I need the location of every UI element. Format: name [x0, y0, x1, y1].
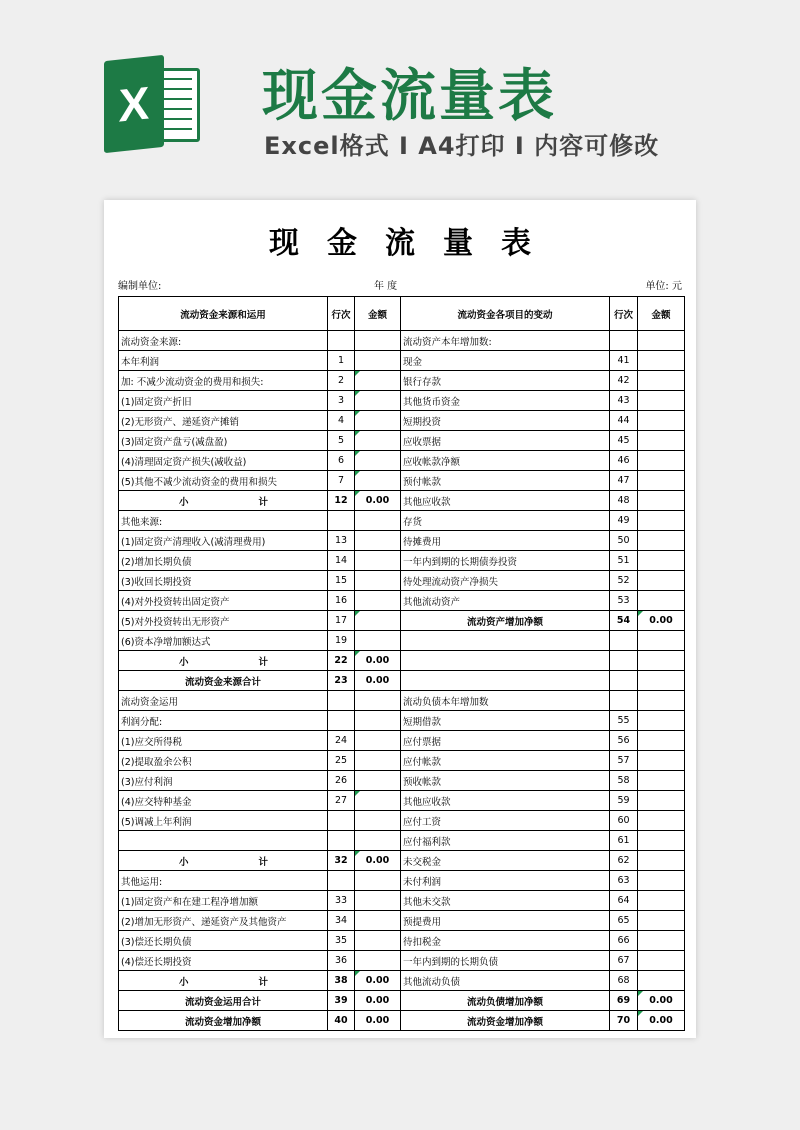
right-item-label: 未付利润: [401, 871, 610, 891]
document-title: 现金流量表: [269, 226, 559, 261]
left-amount: [355, 631, 401, 651]
left-amount: [355, 811, 401, 831]
left-item-label: (2)增加无形资产、递延资产及其他资产: [119, 911, 328, 931]
right-amount: [638, 471, 685, 491]
left-item-label: (5)其他不减少流动资金的费用和损失: [119, 471, 328, 491]
left-amount: [355, 451, 401, 471]
right-amount: [638, 431, 685, 451]
left-row-number: 16: [328, 591, 355, 611]
left-row-number: [328, 871, 355, 891]
left-row-number: 36: [328, 951, 355, 971]
left-subtotal-label: [119, 651, 328, 671]
left-item-label: 其他运用:: [119, 871, 328, 891]
table-row: [119, 531, 685, 551]
header-left-amount: 金额: [355, 297, 401, 331]
left-row-number: 23: [328, 671, 355, 691]
right-amount: [638, 411, 685, 431]
left-row-number: 6: [328, 451, 355, 471]
left-amount: [355, 831, 401, 851]
right-item-label: 预收帐款: [401, 771, 610, 791]
table-row: [119, 491, 685, 511]
right-row-number: 51: [610, 551, 638, 571]
right-row-number: 59: [610, 791, 638, 811]
left-amount: [355, 351, 401, 371]
right-amount: [638, 791, 685, 811]
right-amount: [638, 751, 685, 771]
left-row-number: [328, 831, 355, 851]
subtotal-char-a: 小: [179, 496, 189, 508]
right-row-number: 49: [610, 511, 638, 531]
right-row-number: 62: [610, 851, 638, 871]
right-row-number: 52: [610, 571, 638, 591]
left-item-label: (3)应付利润: [119, 771, 328, 791]
right-row-number: 43: [610, 391, 638, 411]
left-row-number: 15: [328, 571, 355, 591]
right-row-number: [610, 671, 638, 691]
table-row: [119, 771, 685, 791]
table-row: [119, 851, 685, 871]
right-row-number: 67: [610, 951, 638, 971]
right-item-label: 其他流动资产: [401, 591, 610, 611]
right-row-number: 61: [610, 831, 638, 851]
subtotal-char-a: 小: [179, 656, 189, 668]
right-amount: [638, 971, 685, 991]
right-row-number: 45: [610, 431, 638, 451]
left-amount: 0.00: [355, 671, 401, 691]
right-amount: [638, 491, 685, 511]
right-item-label: 一年内到期的长期债券投资: [401, 551, 610, 571]
right-item-label: 其他货币资金: [401, 391, 610, 411]
right-amount: [638, 951, 685, 971]
left-item-label: (2)无形资产、递延资产摊销: [119, 411, 328, 431]
left-item-label: 本年利润: [119, 351, 328, 371]
right-item-label: 应付福利款: [401, 831, 610, 851]
right-amount: [638, 691, 685, 711]
left-item-label: (4)应交特种基金: [119, 791, 328, 811]
right-item-label: 流动资产本年增加数:: [401, 331, 610, 351]
banner: [0, 0, 800, 195]
excel-logo-icon: [100, 58, 200, 150]
right-item-label: 预提费用: [401, 911, 610, 931]
table-row: [119, 371, 685, 391]
header-right-row: 行次: [610, 297, 638, 331]
left-item-label: 流动资金增加净额: [119, 1011, 328, 1031]
table-row: [119, 331, 685, 351]
right-row-number: 58: [610, 771, 638, 791]
right-item-label: 短期投资: [401, 411, 610, 431]
right-amount: [638, 351, 685, 371]
right-amount: [638, 711, 685, 731]
left-item-label: 流动资金运用合计: [119, 991, 328, 1011]
right-row-number: 65: [610, 911, 638, 931]
right-amount: [638, 871, 685, 891]
right-item-label: 其他应收款: [401, 791, 610, 811]
right-row-number: 63: [610, 871, 638, 891]
left-amount: 0.00: [355, 971, 401, 991]
right-amount: [638, 911, 685, 931]
right-row-number: [610, 691, 638, 711]
right-item-label: [401, 651, 610, 671]
table-row: [119, 711, 685, 731]
right-amount: 0.00: [638, 991, 685, 1011]
right-amount: [638, 531, 685, 551]
left-amount: [355, 871, 401, 891]
left-row-number: 7: [328, 471, 355, 491]
left-row-number: 22: [328, 651, 355, 671]
table-header-row: [119, 297, 685, 331]
left-row-number: [328, 331, 355, 351]
left-amount: [355, 731, 401, 751]
left-amount: [355, 431, 401, 451]
left-item-label: (3)偿还长期负债: [119, 931, 328, 951]
right-item-label: 流动负债本年增加数: [401, 691, 610, 711]
right-item-label: 应付帐款: [401, 751, 610, 771]
subtotal-char-a: 小: [179, 856, 189, 868]
right-amount: [638, 591, 685, 611]
right-amount: [638, 731, 685, 751]
right-row-number: 60: [610, 811, 638, 831]
left-row-number: 33: [328, 891, 355, 911]
left-row-number: 1: [328, 351, 355, 371]
left-item-label: (2)提取盈余公积: [119, 751, 328, 771]
left-amount: 0.00: [355, 651, 401, 671]
left-amount: [355, 611, 401, 631]
left-row-number: 40: [328, 1011, 355, 1031]
left-amount: [355, 591, 401, 611]
left-amount: [355, 751, 401, 771]
table-row: [119, 431, 685, 451]
subtotal-char-b: 计: [258, 856, 269, 868]
right-item-label: 现金: [401, 351, 610, 371]
left-row-number: [328, 511, 355, 531]
right-item-label: 其他应收款: [401, 491, 610, 511]
table-row: [119, 831, 685, 851]
left-amount: [355, 471, 401, 491]
right-amount: [638, 811, 685, 831]
table-row: [119, 671, 685, 691]
left-item-label: (6)资本净增加额达式: [119, 631, 328, 651]
right-amount: [638, 391, 685, 411]
right-item-label: 短期借款: [401, 711, 610, 731]
right-row-number: 42: [610, 371, 638, 391]
right-amount: [638, 831, 685, 851]
right-amount: [638, 651, 685, 671]
left-item-label: (2)增加长期负债: [119, 551, 328, 571]
left-item-label: 流动资金运用: [119, 691, 328, 711]
header-left-item: 流动资金来源和运用: [119, 297, 328, 331]
left-row-number: 35: [328, 931, 355, 951]
left-row-number: [328, 691, 355, 711]
right-row-number: 50: [610, 531, 638, 551]
table-row: [119, 611, 685, 631]
table-row: [119, 991, 685, 1011]
table-row: [119, 451, 685, 471]
right-amount: [638, 551, 685, 571]
right-item-label: 未交税金: [401, 851, 610, 871]
table-row: [119, 931, 685, 951]
left-item-label: (5)对外投资转出无形资产: [119, 611, 328, 631]
right-amount: [638, 631, 685, 651]
right-row-number: 47: [610, 471, 638, 491]
right-row-number: 64: [610, 891, 638, 911]
right-item-label: 其他未交款: [401, 891, 610, 911]
left-amount: [355, 691, 401, 711]
table-row: [119, 751, 685, 771]
left-amount: [355, 551, 401, 571]
table-row: [119, 891, 685, 911]
table-row: [119, 391, 685, 411]
left-item-label: 流动资金来源:: [119, 331, 328, 351]
banner-title: 现金流量表: [262, 64, 557, 129]
right-item-label: 其他流动负债: [401, 971, 610, 991]
left-item-label: (5)调减上年利润: [119, 811, 328, 831]
right-amount: [638, 511, 685, 531]
unit-label: 编制单位:: [118, 281, 162, 292]
table-row: [119, 411, 685, 431]
subtotal-char-b: 计: [258, 976, 269, 988]
left-amount: [355, 391, 401, 411]
right-item-label: 待摊费用: [401, 531, 610, 551]
right-row-number: 70: [610, 1011, 638, 1031]
left-row-number: 25: [328, 751, 355, 771]
left-amount: [355, 711, 401, 731]
left-row-number: 26: [328, 771, 355, 791]
left-item-label: (4)偿还长期投资: [119, 951, 328, 971]
left-item-label: (3)收回长期投资: [119, 571, 328, 591]
right-item-label: 应收帐款净额: [401, 451, 610, 471]
left-amount: [355, 511, 401, 531]
right-amount: [638, 851, 685, 871]
right-row-number: 41: [610, 351, 638, 371]
left-amount: [355, 331, 401, 351]
left-row-number: 34: [328, 911, 355, 931]
left-row-number: 38: [328, 971, 355, 991]
left-row-number: 3: [328, 391, 355, 411]
cash-flow-table: [118, 296, 685, 1031]
left-item-label: (4)对外投资转出固定资产: [119, 591, 328, 611]
right-item-label: [401, 631, 610, 651]
left-amount: 0.00: [355, 1011, 401, 1031]
left-amount: 0.00: [355, 851, 401, 871]
table-row: [119, 591, 685, 611]
header-right-item: 流动资金各项目的变动: [401, 297, 610, 331]
right-row-number: 46: [610, 451, 638, 471]
table-row: [119, 551, 685, 571]
left-row-number: [328, 811, 355, 831]
table-row: [119, 511, 685, 531]
right-amount: [638, 371, 685, 391]
right-row-number: 55: [610, 711, 638, 731]
table-row: [119, 571, 685, 591]
subtotal-char-b: 计: [258, 656, 269, 668]
left-item-label: (1)应交所得税: [119, 731, 328, 751]
left-row-number: 39: [328, 991, 355, 1011]
left-subtotal-label: [119, 851, 328, 871]
right-item-label: 一年内到期的长期负债: [401, 951, 610, 971]
right-row-number: 44: [610, 411, 638, 431]
header-left-row: 行次: [328, 297, 355, 331]
left-amount: [355, 531, 401, 551]
table-row: [119, 1011, 685, 1031]
right-amount: [638, 331, 685, 351]
logo-letter: X: [104, 55, 164, 153]
left-item-label: (1)固定资产折旧: [119, 391, 328, 411]
left-amount: [355, 891, 401, 911]
left-row-number: 19: [328, 631, 355, 651]
right-row-number: 68: [610, 971, 638, 991]
year-label: 年 度: [374, 281, 398, 292]
right-row-number: [610, 631, 638, 651]
right-amount: 0.00: [638, 611, 685, 631]
left-amount: [355, 791, 401, 811]
table-row: [119, 811, 685, 831]
left-amount: [355, 931, 401, 951]
right-item-label: 存货: [401, 511, 610, 531]
left-item-label: [119, 831, 328, 851]
left-item-label: 加: 不减少流动资金的费用和损失:: [119, 371, 328, 391]
left-subtotal-label: [119, 491, 328, 511]
right-item-label: 待处理流动资产净损失: [401, 571, 610, 591]
left-row-number: 12: [328, 491, 355, 511]
left-item-label: (4)清理固定资产损失(减收益): [119, 451, 328, 471]
right-row-number: [610, 331, 638, 351]
table-row: [119, 651, 685, 671]
left-row-number: 5: [328, 431, 355, 451]
right-item-label: 流动负债增加净额: [401, 991, 610, 1011]
right-amount: 0.00: [638, 1011, 685, 1031]
left-amount: [355, 771, 401, 791]
right-row-number: 66: [610, 931, 638, 951]
left-row-number: 14: [328, 551, 355, 571]
left-item-label: 流动资金来源合计: [119, 671, 328, 691]
left-item-label: (3)固定资产盘亏(减盘盈): [119, 431, 328, 451]
right-item-label: 银行存款: [401, 371, 610, 391]
left-row-number: 2: [328, 371, 355, 391]
subtotal-char-a: 小: [179, 976, 189, 988]
table-row: [119, 631, 685, 651]
right-item-label: 流动资金增加净额: [401, 1011, 610, 1031]
right-amount: [638, 771, 685, 791]
left-row-number: 24: [328, 731, 355, 751]
right-item-label: 应收票据: [401, 431, 610, 451]
right-row-number: 69: [610, 991, 638, 1011]
left-item-label: 其他来源:: [119, 511, 328, 531]
left-amount: 0.00: [355, 991, 401, 1011]
left-subtotal-label: [119, 971, 328, 991]
right-item-label: [401, 671, 610, 691]
left-item-label: (1)固定资产清理收入(减清理费用): [119, 531, 328, 551]
left-row-number: 32: [328, 851, 355, 871]
left-row-number: 17: [328, 611, 355, 631]
table-row: [119, 971, 685, 991]
table-row: [119, 951, 685, 971]
subtotal-char-b: 计: [258, 496, 269, 508]
left-amount: [355, 951, 401, 971]
left-item-label: 利润分配:: [119, 711, 328, 731]
left-amount: [355, 911, 401, 931]
left-row-number: [328, 711, 355, 731]
table-row: [119, 791, 685, 811]
left-row-number: 4: [328, 411, 355, 431]
right-amount: [638, 671, 685, 691]
right-row-number: 48: [610, 491, 638, 511]
left-item-label: (1)固定资产和在建工程净增加额: [119, 891, 328, 911]
right-row-number: [610, 651, 638, 671]
right-row-number: 54: [610, 611, 638, 631]
left-amount: 0.00: [355, 491, 401, 511]
table-row: [119, 731, 685, 751]
right-item-label: 流动资产增加净额: [401, 611, 610, 631]
header-right-amount: 金额: [638, 297, 685, 331]
table-row: [119, 471, 685, 491]
right-row-number: 57: [610, 751, 638, 771]
left-amount: [355, 571, 401, 591]
table-row: [119, 351, 685, 371]
right-row-number: 56: [610, 731, 638, 751]
table-row: [119, 871, 685, 891]
right-item-label: 应付工资: [401, 811, 610, 831]
left-row-number: 27: [328, 791, 355, 811]
document-page: [104, 200, 696, 1038]
table-row: [119, 911, 685, 931]
left-amount: [355, 411, 401, 431]
banner-subtitle: Excel格式 I A4打印 I 内容可修改: [264, 132, 660, 160]
left-row-number: 13: [328, 531, 355, 551]
right-amount: [638, 891, 685, 911]
right-amount: [638, 451, 685, 471]
right-item-label: 待扣税金: [401, 931, 610, 951]
right-item-label: 应付票据: [401, 731, 610, 751]
table-row: [119, 691, 685, 711]
right-item-label: 预付帐款: [401, 471, 610, 491]
right-row-number: 53: [610, 591, 638, 611]
currency-label: 单位: 元: [645, 281, 682, 292]
left-amount: [355, 371, 401, 391]
right-amount: [638, 571, 685, 591]
right-amount: [638, 931, 685, 951]
